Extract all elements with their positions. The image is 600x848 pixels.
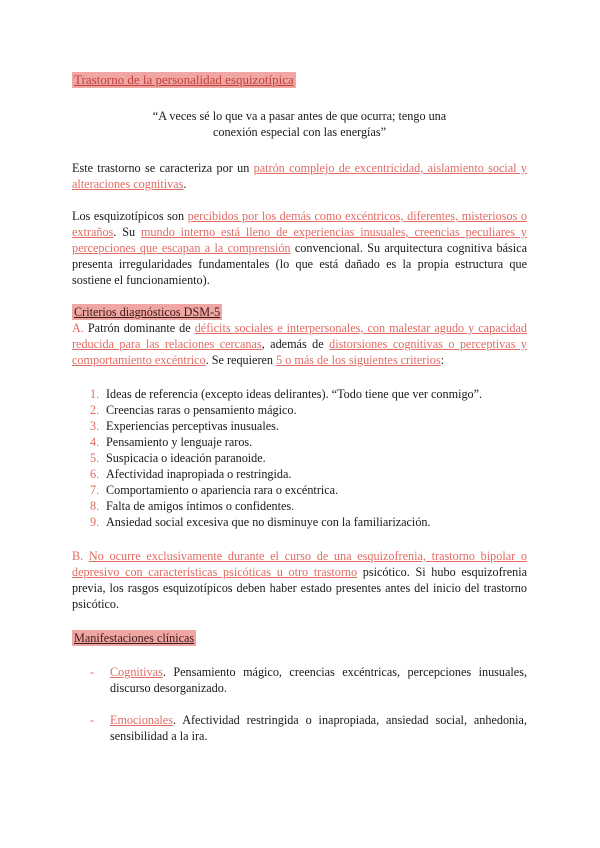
manifestation-text: . Afectividad restringida o inapropiada, ansiedad social, anhedonia, sensibilidad a la ira. (110, 713, 527, 743)
list-item (90, 402, 527, 418)
list-item (72, 712, 527, 744)
list-item-text: Pensamiento y lenguaje raros. (106, 435, 253, 449)
list-item (90, 434, 527, 450)
desc-text-3: convencional. Su arquitectura cognitiva básica presenta irregularidades fundamentales (lo que está dañado es la propia estructura que sostiene el funcionamiento). (72, 241, 528, 287)
manifestations-list (72, 664, 527, 744)
list-item (90, 386, 527, 402)
desc-text-2: . Su (113, 225, 141, 239)
criteria-list (72, 386, 527, 530)
list-item-number: 7. (90, 483, 100, 497)
criteria-heading: Criterios diagnósticos DSM-5 (74, 305, 221, 319)
dash-bullet: - (90, 713, 95, 727)
list-item-number: 9. (90, 515, 100, 529)
criterion-a-text-2: , además de (261, 337, 330, 351)
list-item (90, 418, 527, 434)
intro-link-1: patrón complejo de excentricidad, aislamiento social y alteraciones cognitivas (72, 161, 527, 191)
desc-link-1: percibidos por los demás como excéntricos, diferentes, misteriosos o extraños (72, 209, 527, 239)
list-item-number: 5. (90, 451, 100, 465)
manifestation-text: . Pensamiento mágico, creencias excéntricas, percepciones inusuales, discurso desorganizado. (110, 665, 527, 695)
criteria-heading-row (72, 304, 527, 320)
list-item-number: 8. (90, 499, 100, 513)
list-item-number: 3. (90, 419, 100, 433)
list-item-text: Ideas de referencia (excepto ideas delirantes). “Todo tiene que ver conmigo”. (106, 387, 483, 401)
document-content (72, 72, 527, 744)
title-highlight: Trastorno de la personalidad esquizotípica (74, 72, 294, 87)
criterion-a-text-4: : (440, 353, 444, 367)
list-item-text: Ansiedad social excesiva que no disminuye con la familiarización. (106, 515, 431, 529)
epigraph-quote (72, 108, 527, 140)
criterion-a-text-3: . Se requieren (205, 353, 277, 367)
list-item (90, 514, 527, 530)
quote-line-1: “A veces sé lo que va a pasar antes de que ocurra; tengo una (152, 109, 447, 123)
list-item-text: Afectividad inapropiada o restringida. (106, 467, 292, 481)
list-item-number: 1. (90, 387, 100, 401)
criterion-a-text-1: Patrón dominante de (83, 321, 195, 335)
description-paragraph (72, 208, 527, 288)
criterion-a-paragraph (72, 320, 527, 368)
criterion-a-link-1: déficits sociales e interpersonales, con malestar agudo y capacidad reducida para las relaciones cercanas (72, 321, 527, 351)
criterion-a-label: A. (72, 321, 84, 335)
criterion-b-text-1: psicótico. Si hubo esquizofrenia previa, los rasgos esquizotípicos deben haber estado presentes antes del inicio del trastorno psicótico. (72, 565, 527, 611)
list-item-number: 2. (90, 403, 100, 417)
list-item (90, 498, 527, 514)
list-item-text: Comportamiento o apariencia rara o excéntrica. (106, 483, 339, 497)
manifestation-label: Emocionales (110, 713, 173, 727)
manifestation-label: Cognitivas (110, 665, 163, 679)
dash-bullet: - (90, 665, 95, 679)
intro-paragraph (72, 160, 527, 192)
quote-line-2: conexión especial con las energías” (212, 125, 387, 139)
criterion-a-link-2: distorsiones cognitivas o perceptivas y comportamiento excéntrico (72, 337, 527, 367)
list-item (72, 664, 527, 696)
criterion-b-label: B. (72, 549, 84, 563)
list-item-number: 4. (90, 435, 100, 449)
manifestations-heading: Manifestaciones clínicas (74, 631, 195, 645)
criterion-b-link-1: No ocurre exclusivamente durante el curso de una esquizofrenia, trastorno bipolar o depresivo con características psicóticas u otro trastorno (72, 549, 528, 579)
list-item-text: Creencias raras o pensamiento mágico. (106, 403, 297, 417)
intro-text-1: Este trastorno se caracteriza por un (72, 161, 254, 175)
list-item-text: Experiencias perceptivas inusuales. (106, 419, 279, 433)
criterion-b-paragraph (72, 548, 527, 612)
list-item (90, 450, 527, 466)
list-item (90, 466, 527, 482)
criterion-a-link-3: 5 o más de los siguientes criterios (276, 353, 441, 367)
desc-link-2: mundo interno está lleno de experiencias inusuales, creencias peculiares y percepciones que escapan a la comprensión (72, 225, 527, 255)
intro-text-2: . (183, 177, 187, 191)
list-item-number: 6. (90, 467, 100, 481)
list-item (90, 482, 527, 498)
list-item-text: Falta de amigos íntimos o confidentes. (106, 499, 295, 513)
list-item-text: Suspicacia o ideación paranoide. (106, 451, 266, 465)
manifestations-heading-row (72, 630, 527, 646)
desc-text-1: Los esquizotípicos son (72, 209, 188, 223)
page-title (72, 72, 527, 88)
